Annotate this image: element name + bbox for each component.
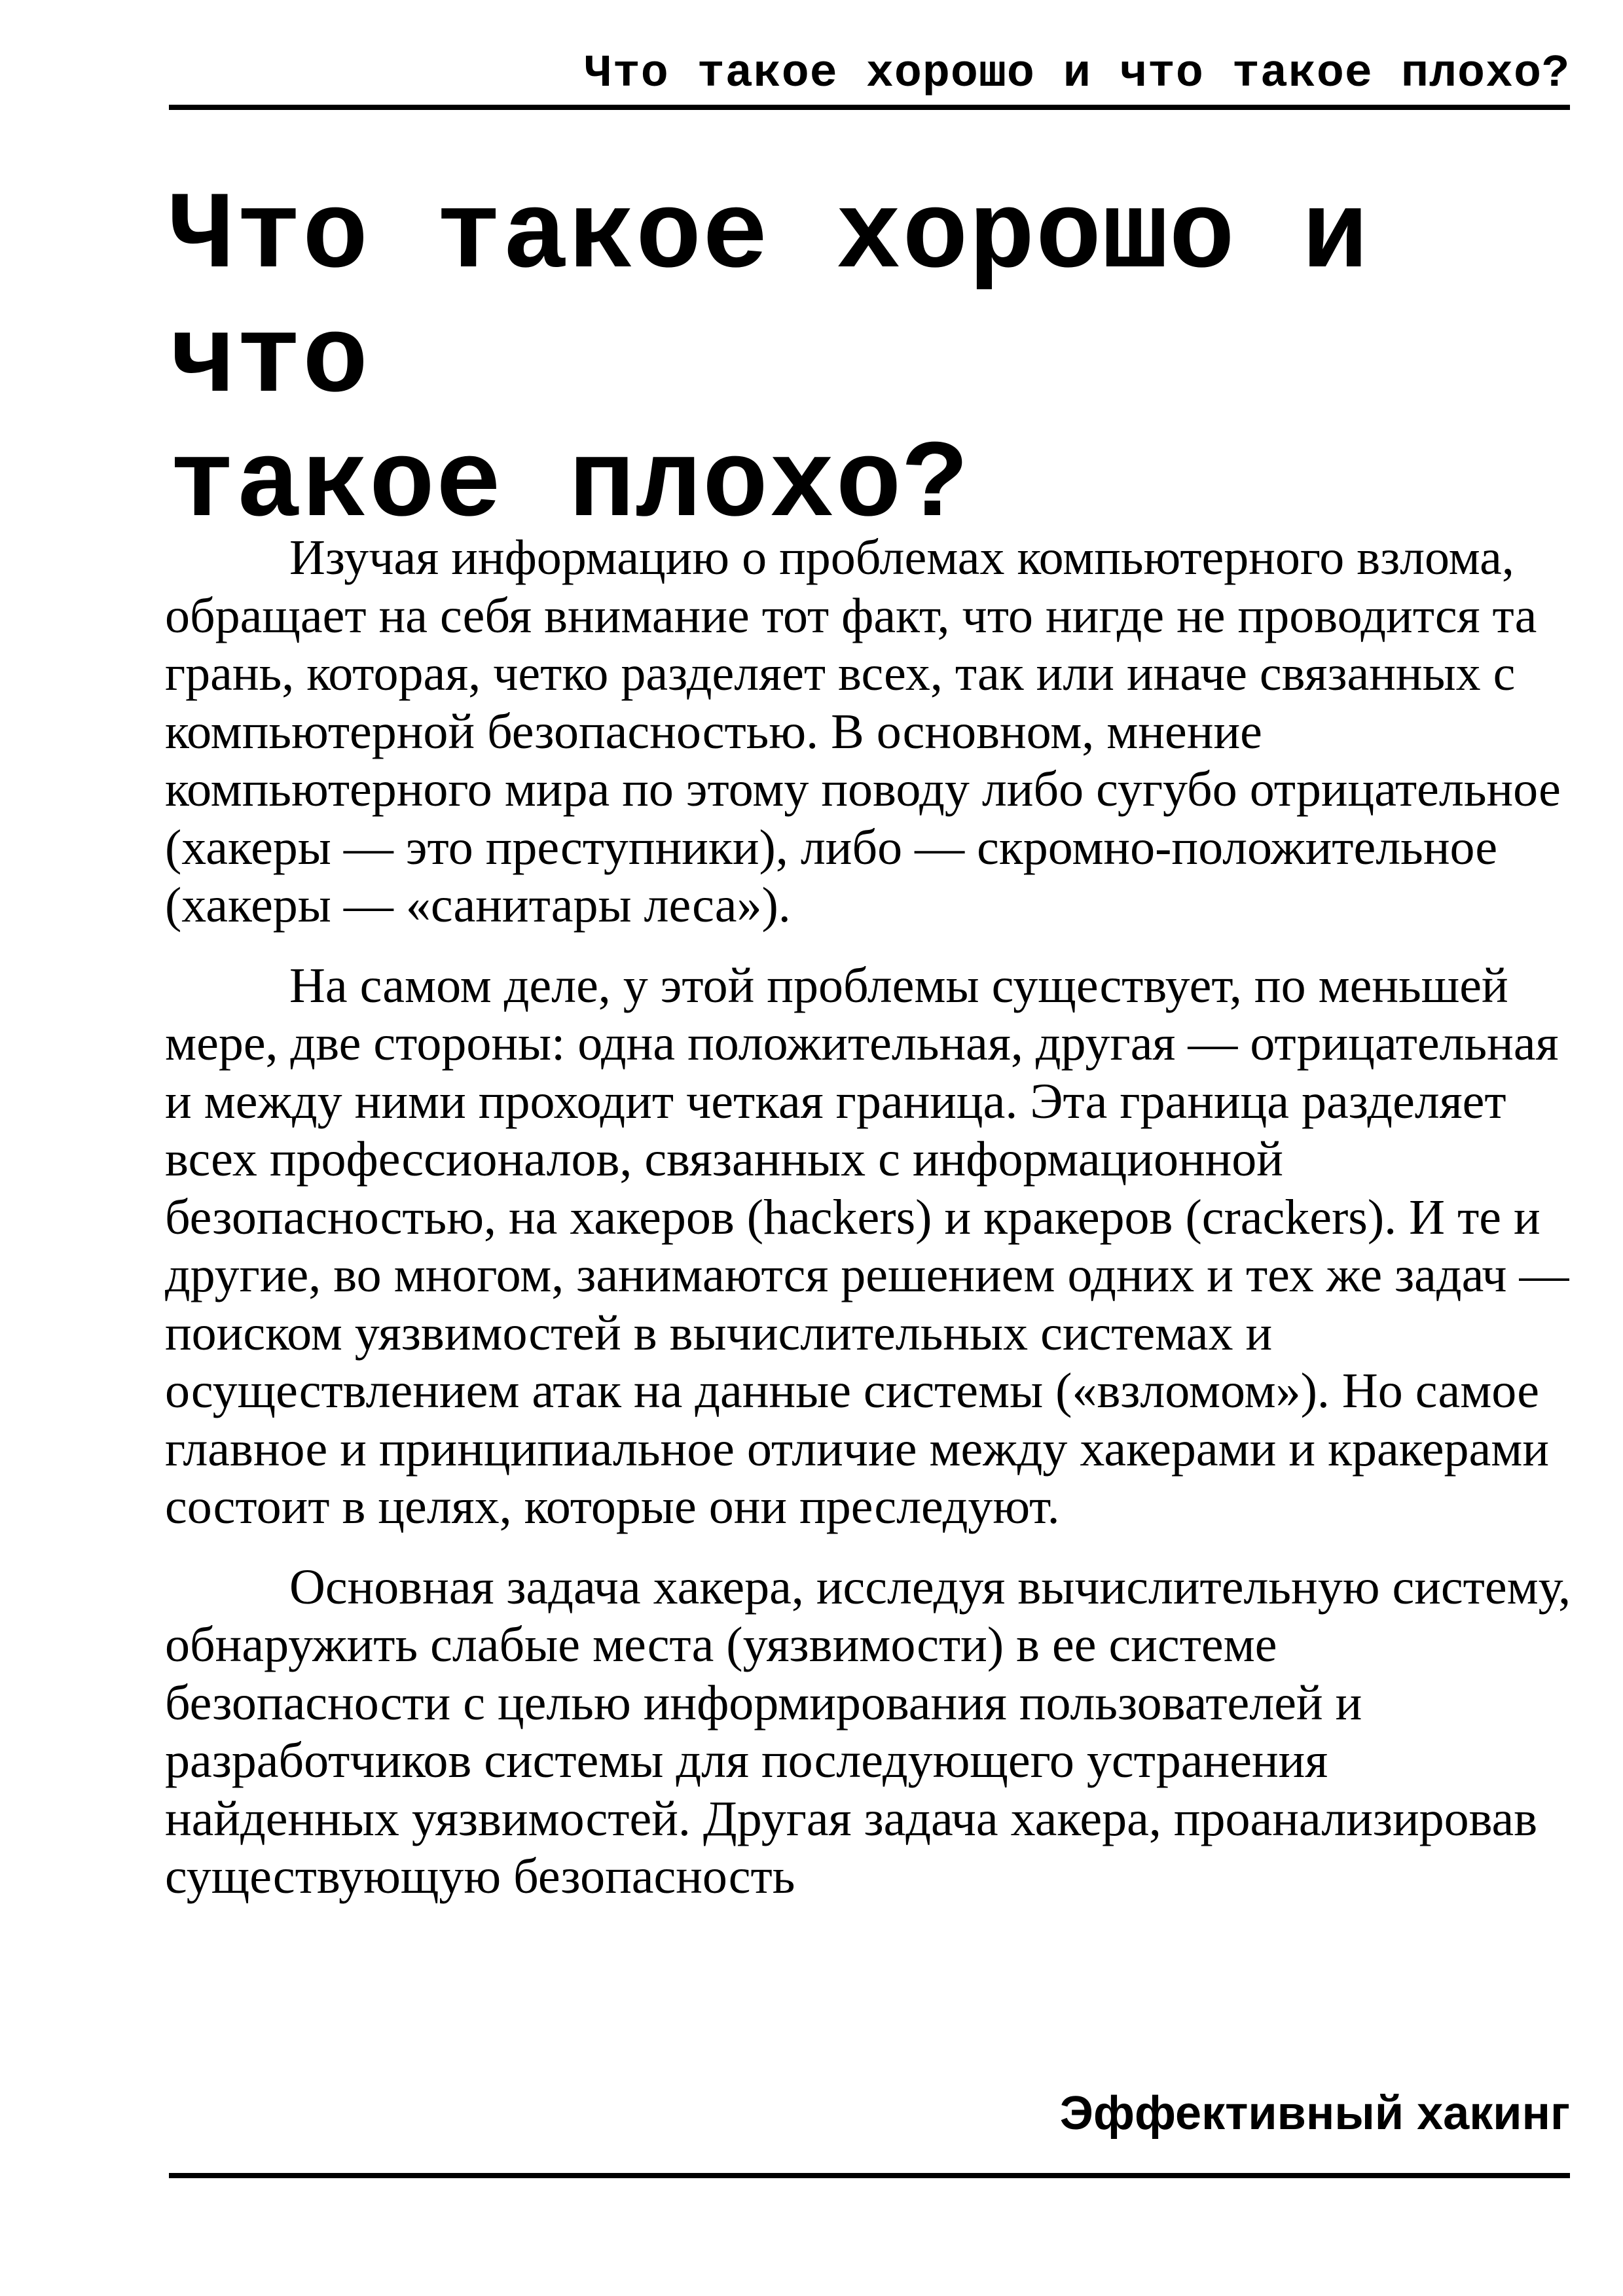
paragraph-3: Основная задача хакера, исследуя вычислительную систему, обнаружить слабые места (уязвимости) в ее системе безопасности с целью информирования пользователей и разработчиков системы для последующего устранения найденных уязвимостей. Другая задача хакера, проанализировав существующую безопасность xyxy=(165,1559,1571,1904)
body-text xyxy=(165,529,1573,1928)
paragraph-1: Изучая информацию о проблемах компьютерного взлома, обращает на себя внимание тот факт, что нигде не проводится та грань, которая, четко разделяет всех, так или иначе связанных с компьютерной безопасностью. В основном, мнение компьютерного мира по этому поводу либо сугубо отрицательное (хакеры — это преступники), либо — скромно-положительное (хакеры — «санитары леса»). xyxy=(165,530,1561,933)
header-rule xyxy=(169,105,1570,110)
chapter-title xyxy=(169,175,1570,548)
running-footer: Эффективный хакинг xyxy=(1059,2087,1570,2140)
chapter-title-line-1: Что такое хорошо и что xyxy=(169,175,1369,424)
footer-rule xyxy=(169,2173,1570,2178)
running-header: Что такое хорошо и что такое плохо? xyxy=(584,48,1570,100)
paragraph-2: На самом деле, у этой проблемы существует, по меньшей мере, две стороны: одна положительная, другая — отрицательная и между ними проходит четкая граница. Эта граница разделяет всех профессионалов, связанных с информационной безопасностью, на хакеров (hackers) и кракеров (crackers). И те и другие, во многом, занимаются решением одних и тех же задач — поиском уязвимостей в вычислительных системах и осуществлением атак на данные системы («взломом»). Но самое главное и принципиальное отличие между хакерами и кракерами состоит в целях, которые они преследуют. xyxy=(165,958,1569,1534)
chapter-title-line-2: такое плохо? xyxy=(169,424,969,548)
